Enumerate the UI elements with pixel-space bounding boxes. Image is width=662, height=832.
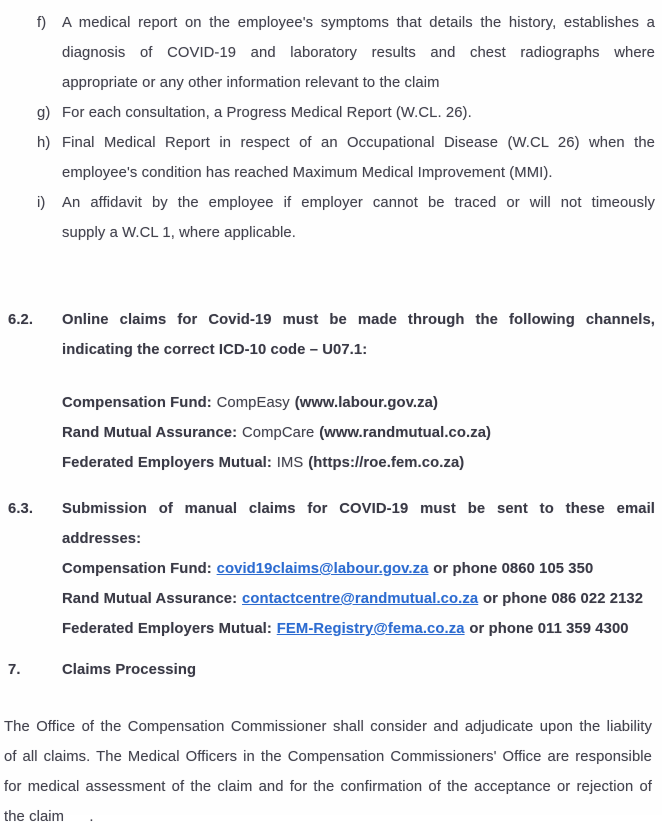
channel-url: (www.randmutual.co.za) <box>319 425 492 441</box>
closing-paragraph <box>4 712 652 832</box>
section-number: 7. <box>8 662 21 678</box>
contact-label: Federated Employers Mutual: <box>62 621 272 637</box>
section-number: 6.2. <box>8 312 34 328</box>
list-item-g <box>37 98 655 128</box>
contact-row <box>62 554 655 584</box>
text-line: employee's condition has reached Maximum Medical Improvement (MMI). <box>62 165 553 181</box>
text-line: For each consultation, a Progress Medical Report (W.CL. 26). <box>62 105 472 121</box>
text-line: A medical report on the employee's symptoms that details the history, establishes a <box>62 15 655 31</box>
channel-label: Rand Mutual Assurance: <box>62 425 238 441</box>
section-number: 6.3. <box>8 501 34 517</box>
text-line: supply a W.CL 1, where applicable. <box>62 225 296 241</box>
channel-system: IMS <box>276 455 304 471</box>
list-marker: i) <box>37 195 46 211</box>
email-link[interactable]: contactcentre@randmutual.co.za <box>242 591 479 607</box>
section-title: Claims Processing <box>62 662 197 678</box>
list-marker: f) <box>37 15 47 31</box>
heading-line: indicating the correct ICD-10 code – U07.1: <box>62 342 368 358</box>
list-item-i <box>37 188 655 248</box>
contact-row <box>62 584 655 614</box>
list-marker: h) <box>37 135 51 151</box>
channel-label: Federated Employers Mutual: <box>62 455 272 471</box>
text-line: diagnosis of COVID-19 and laboratory results and chest radiographs where <box>62 45 655 61</box>
channel-label: Compensation Fund: <box>62 395 212 411</box>
paragraph-line: of all claims. The Medical Officers in the Compensation Commissioners' Office are responsible <box>4 749 652 765</box>
email-link[interactable]: covid19claims@labour.gov.za <box>216 561 429 577</box>
manual-claim-contacts <box>62 554 655 644</box>
channel-system: CompCare <box>242 425 315 441</box>
heading-line: addresses: <box>62 531 142 547</box>
paragraph-line: for medical assessment of the claim and for the confirmation of the acceptance or rejection of <box>4 779 652 795</box>
list-item-f <box>37 8 655 98</box>
list-item-h <box>37 128 655 188</box>
section-6-3-heading <box>8 494 655 554</box>
text-line: appropriate or any other information relevant to the claim <box>62 75 440 91</box>
channel-system: CompEasy <box>216 395 290 411</box>
heading-line: Submission of manual claims for COVID-19 must be sent to these email <box>62 501 655 517</box>
contact-phone: or phone 011 359 4300 <box>469 621 629 637</box>
lettered-list <box>37 8 655 248</box>
list-marker: g) <box>37 105 51 121</box>
section-6-2-heading <box>8 305 655 365</box>
text-line: An affidavit by the employee if employer cannot be traced or will not timeously <box>62 195 655 211</box>
email-link[interactable]: FEM-Registry@fema.co.za <box>276 621 465 637</box>
channel-row <box>62 448 655 478</box>
contact-row <box>62 614 655 644</box>
paragraph-line: The Office of the Compensation Commissioner shall consider and adjudicate upon the liability <box>4 719 652 735</box>
paragraph-line: the claim . <box>4 809 94 825</box>
heading-line: Online claims for Covid-19 must be made through the following channels, <box>62 312 655 328</box>
online-channels <box>62 388 655 478</box>
contact-label: Rand Mutual Assurance: <box>62 591 238 607</box>
contact-phone: or phone 0860 105 350 <box>433 561 594 577</box>
text-line: Final Medical Report in respect of an Occupational Disease (W.CL 26) when the <box>62 135 655 151</box>
channel-row <box>62 388 655 418</box>
section-7-heading <box>8 655 655 685</box>
contact-phone: or phone 086 022 2132 <box>483 591 644 607</box>
channel-url: (https://roe.fem.co.za) <box>308 455 465 471</box>
channel-row <box>62 418 655 448</box>
contact-label: Compensation Fund: <box>62 561 212 577</box>
channel-url: (www.labour.gov.za) <box>294 395 438 411</box>
